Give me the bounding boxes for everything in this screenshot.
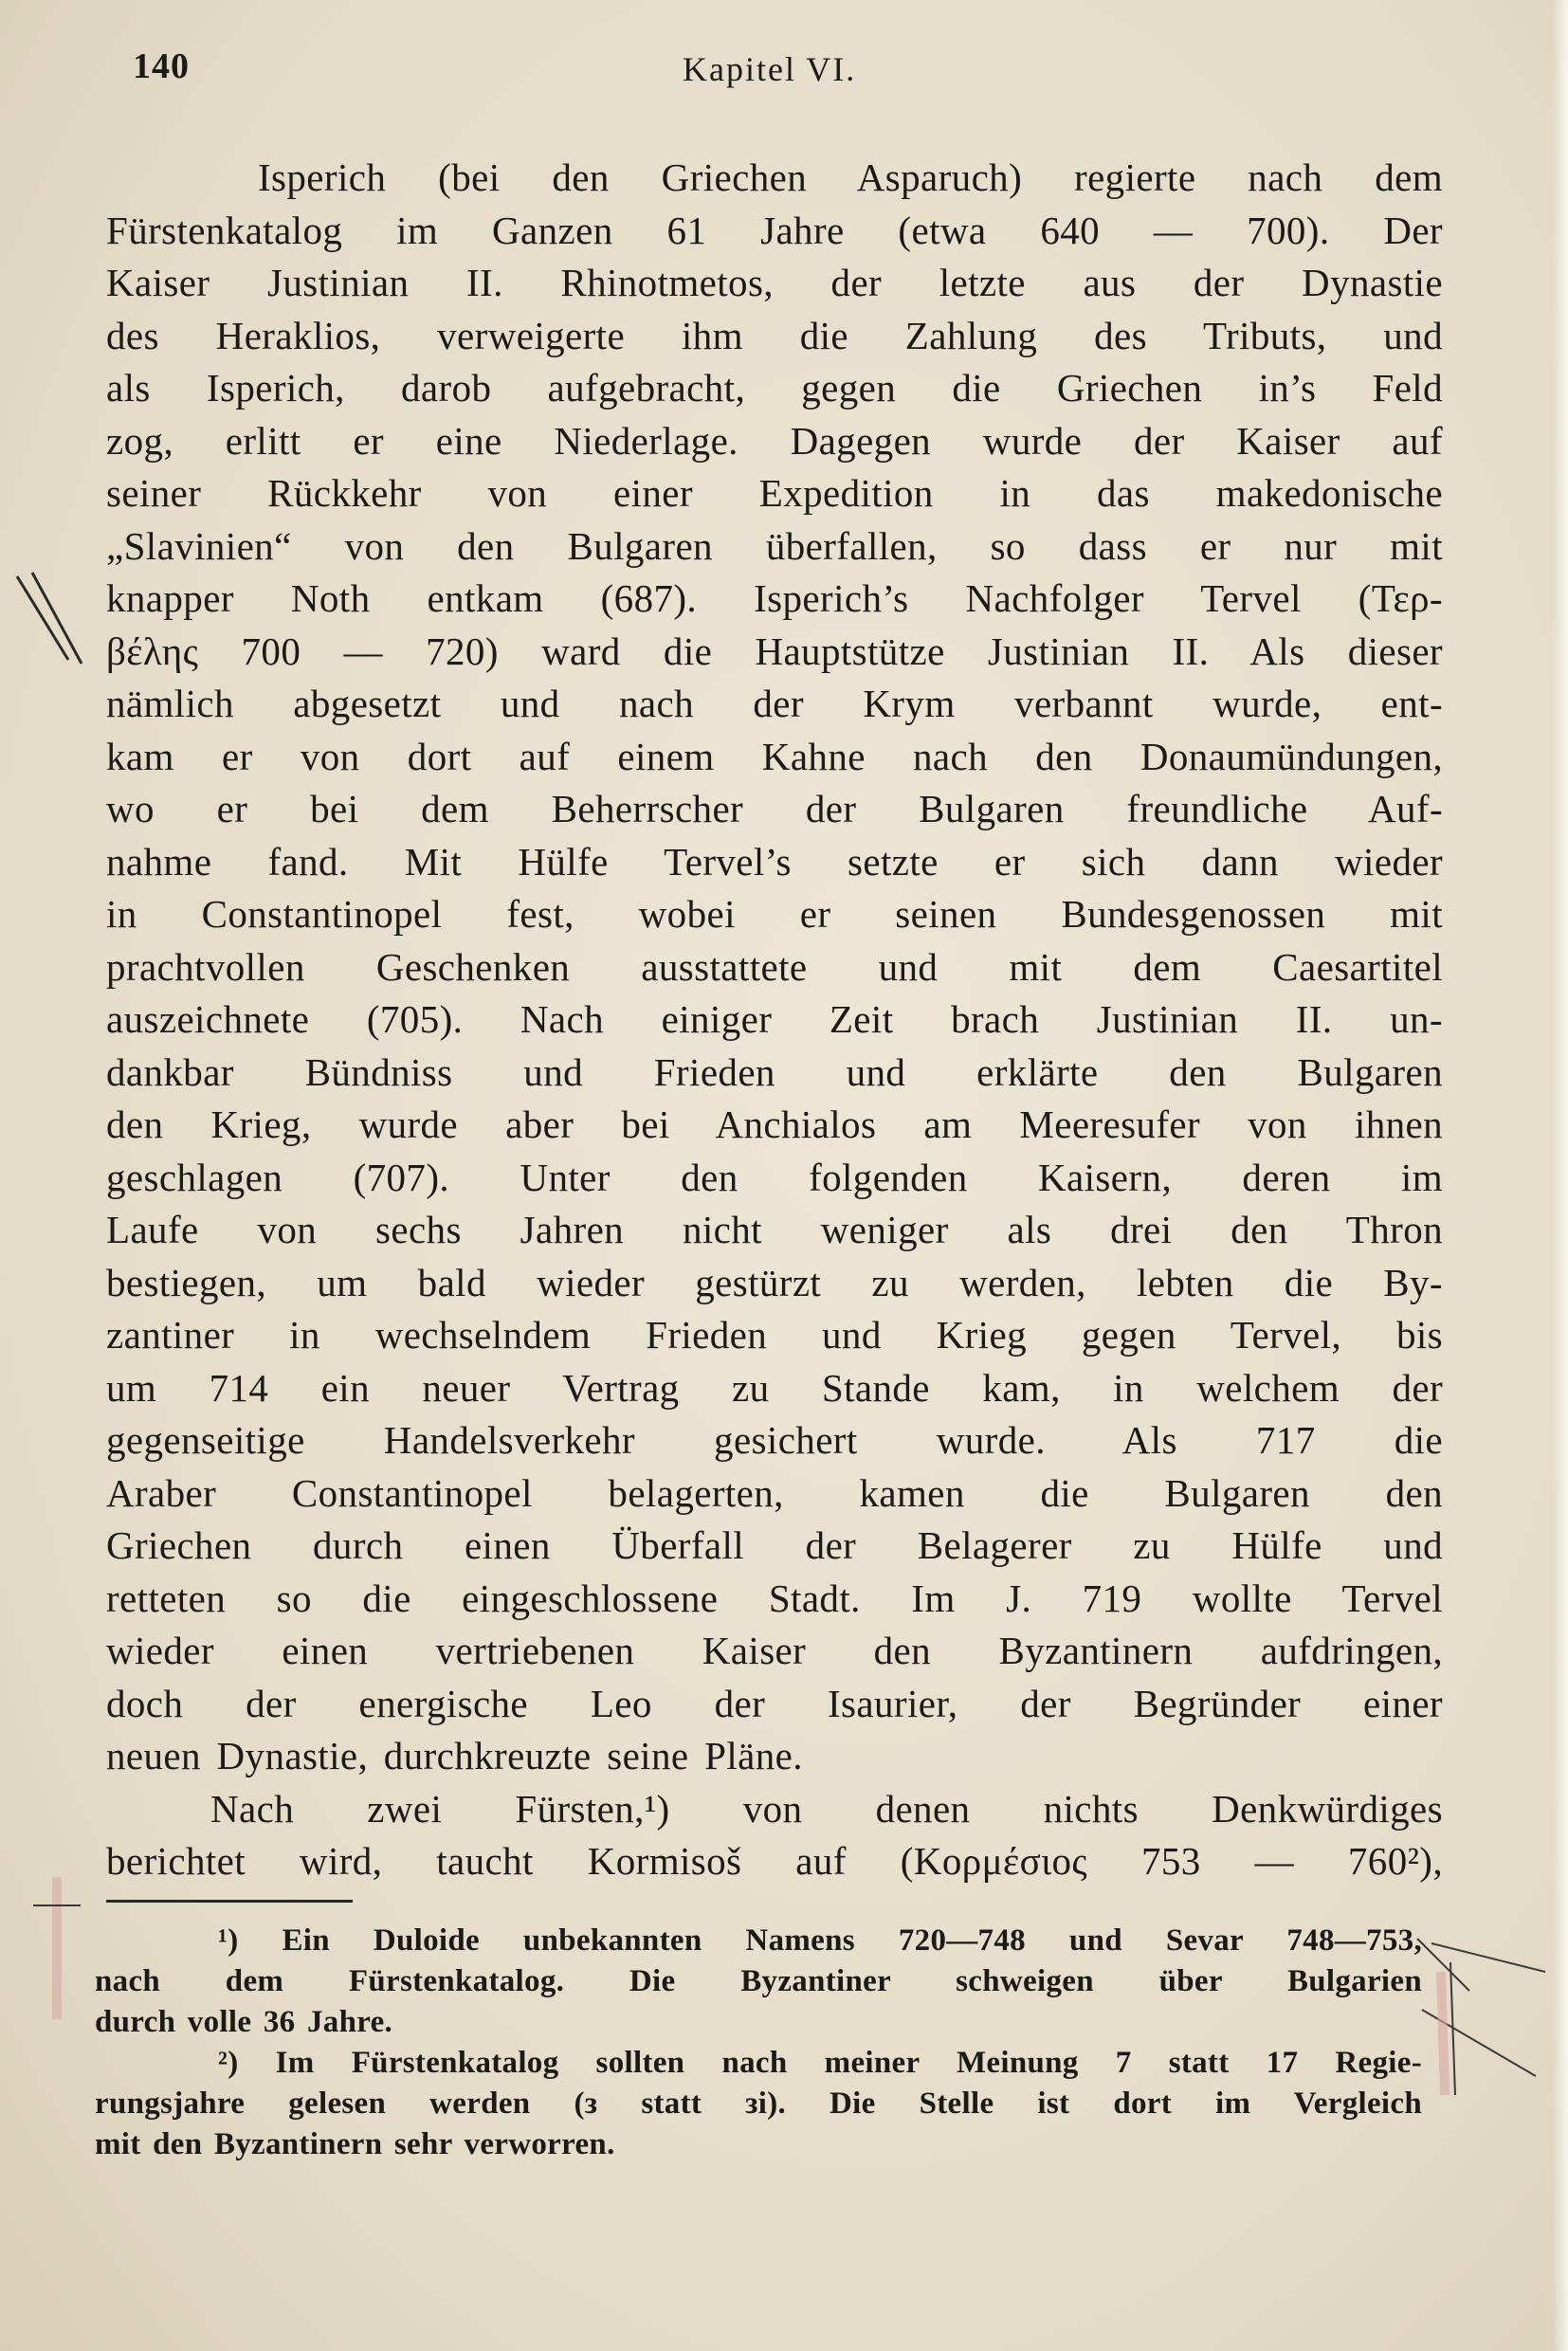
text-line: doch der energische Leo der Isaurier, der Begründer einer bbox=[106, 1681, 1443, 1725]
text-line: um 714 ein neuer Vertrag zu Stande kam, in welchem der bbox=[106, 1365, 1443, 1410]
footnote-line: nach dem Fürstenkatalog. Die Byzantiner schweigen über Bulgarien bbox=[95, 1964, 1422, 1998]
text-line: „Slavinien“ von den Bulgaren überfallen, so dass er nur mit bbox=[106, 523, 1443, 568]
margin-pencil-mark-right bbox=[1413, 1934, 1545, 2105]
text-line: gegenseitige Handelsverkehr gesichert wurde. Als 717 die bbox=[106, 1418, 1443, 1462]
text-line: den Krieg, wurde aber bei Anchialos am Meeresufer von ihnen bbox=[106, 1103, 1443, 1146]
text-line: neuen Dynastie, durchkreuzte seine Pläne. bbox=[106, 1734, 803, 1777]
text-line: nahme fand. Mit Hülfe Tervel’s setzte er sich dann wieder bbox=[106, 839, 1443, 884]
margin-pencil-mark-left bbox=[28, 1877, 85, 2029]
text-line: Nach zwei Fürsten,¹) von denen nichts Denkwürdiges bbox=[210, 1786, 1443, 1831]
footnote-line: ²) Im Fürstenkatalog sollten nach meiner Meinung 7 statt 17 Regie- bbox=[218, 2046, 1422, 2080]
text-line: wo er bei dem Beherrscher der Bulgaren freundliche Auf- bbox=[106, 787, 1443, 830]
running-head: Kapitel VI. bbox=[683, 50, 857, 88]
text-line: Laufe von sechs Jahren nicht weniger als drei den Thron bbox=[106, 1208, 1443, 1251]
text-line: zog, erlitt er eine Niederlage. Dagegen wurde der Kaiser auf bbox=[106, 418, 1443, 463]
text-line: dankbar Bündniss und Frieden und erklärte den Bulgaren bbox=[106, 1049, 1443, 1094]
text-line: retteten so die eingeschlossene Stadt. Im J. 719 wollte Tervel bbox=[106, 1576, 1443, 1620]
text-line: berichtet wird, taucht Kormisoš auf (Κορμέσιος 753 — 760²), bbox=[106, 1839, 1443, 1883]
page-number: 140 bbox=[133, 46, 190, 86]
margin-pencil-mark bbox=[9, 569, 95, 673]
text-line: wieder einen vertriebenen Kaiser den Byzantinern aufdringen, bbox=[106, 1629, 1443, 1672]
text-line: auszeichnete (705). Nach einiger Zeit brach Justinian II. un- bbox=[106, 997, 1443, 1041]
text-line: βέλης 700 — 720) ward die Hauptstütze Justinian II. Als dieser bbox=[106, 629, 1443, 673]
footnotes bbox=[95, 1921, 1422, 2165]
text-line: Isperich (bei den Griechen Asparuch) regierte nach dem bbox=[258, 155, 1443, 199]
text-line: Fürstenkatalog im Ganzen 61 Jahre (etwa 640 — 700). Der bbox=[106, 208, 1443, 252]
page-edge-highlight bbox=[1553, 0, 1568, 2351]
text-line: in Constantinopel fest, wobei er seinen Bundesgenossen mit bbox=[106, 892, 1443, 936]
footnote-line: ¹) Ein Duloide unbekannten Namens 720—748 und Sevar 748—753, bbox=[218, 1923, 1422, 1958]
footnote-line: rungsjahre gelesen werden (з statt зі). Die Stelle ist dort im Vergleich bbox=[95, 2087, 1422, 2121]
text-line: Kaiser Justinian II. Rhinotmetos, der letzte aus der Dynastie bbox=[106, 261, 1443, 304]
text-line: knapper Noth entkam (687). Isperich’s Nachfolger Tervel (Τερ- bbox=[106, 576, 1443, 620]
text-line: kam er von dort auf einem Kahne nach den Donaumündungen, bbox=[106, 734, 1443, 778]
text-line: bestiegen, um bald wieder gestürzt zu werden, lebten die By- bbox=[106, 1260, 1443, 1304]
main-text bbox=[106, 152, 1443, 1888]
text-line: zantiner in wechselndem Frieden und Krieg gegen Tervel, bis bbox=[106, 1313, 1443, 1357]
page-header bbox=[133, 46, 1441, 102]
footnote-divider bbox=[106, 1900, 353, 1903]
text-line: als Isperich, darob aufgebracht, gegen die Griechen in’s Feld bbox=[106, 366, 1443, 410]
footnote-line: durch volle 36 Jahre. bbox=[95, 2005, 393, 2039]
text-line: geschlagen (707). Unter den folgenden Kaisern, deren im bbox=[106, 1155, 1443, 1199]
text-line: nämlich abgesetzt und nach der Krym verbannt wurde, ent- bbox=[106, 682, 1443, 725]
text-line: seiner Rückkehr von einer Expedition in das makedonische bbox=[106, 471, 1443, 515]
text-line: Araber Constantinopel belagerten, kamen die Bulgaren den bbox=[106, 1470, 1443, 1515]
text-line: Griechen durch einen Überfall der Belagerer zu Hülfe und bbox=[106, 1523, 1443, 1567]
text-line: des Heraklios, verweigerte ihm die Zahlung des Tributs, und bbox=[106, 313, 1443, 357]
text-line: prachtvollen Geschenken ausstattete und mit dem Caesartitel bbox=[106, 944, 1443, 989]
footnote-line: mit den Byzantinern sehr verworren. bbox=[95, 2127, 615, 2161]
